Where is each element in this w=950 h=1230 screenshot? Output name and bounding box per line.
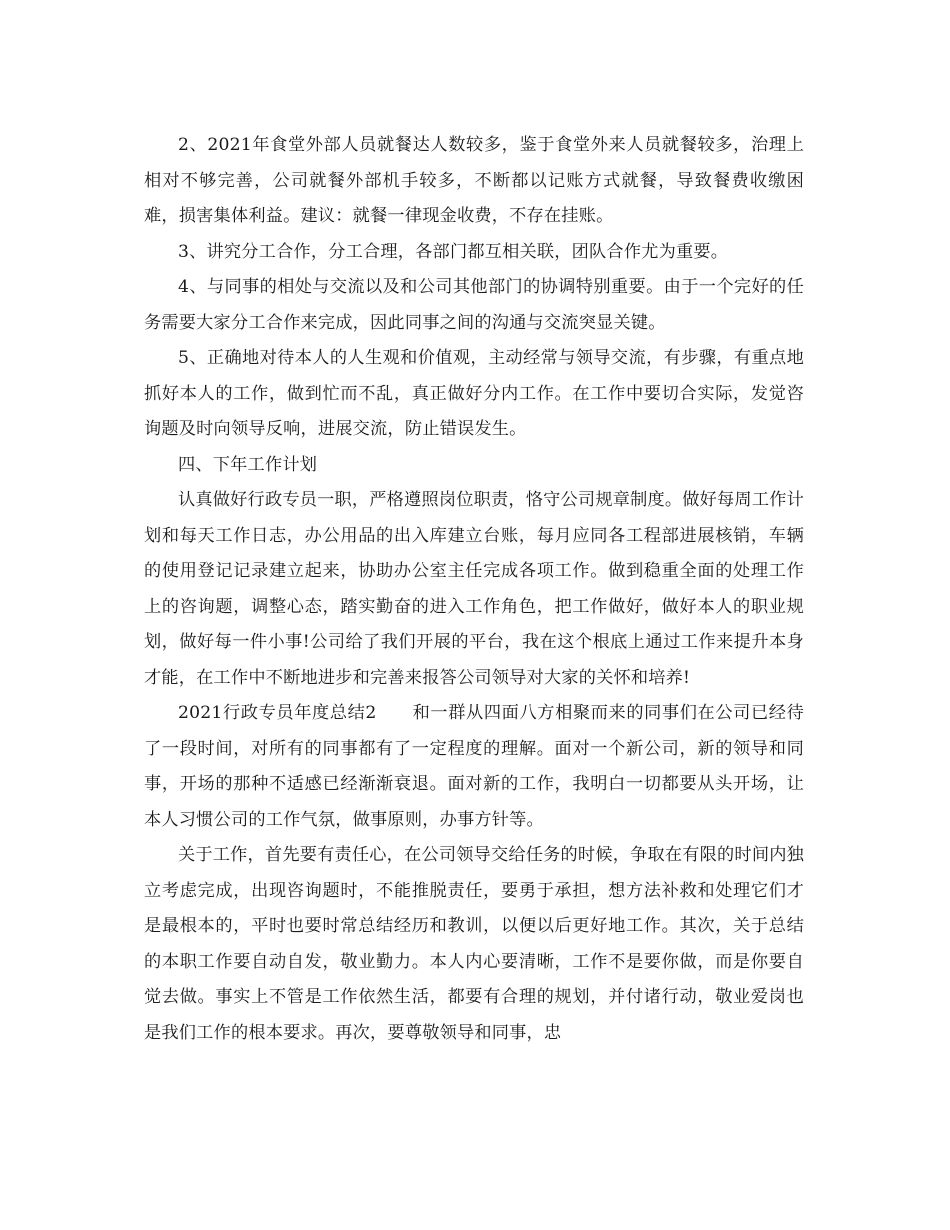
paragraph-responsibility: 关于工作，首先要有责任心，在公司领导交给任务的时候，争取在有限的时间内独立考虑完成，出现咨询题时，不能推脱责任，要勇于承担，想方法补救和处理它们才是最根本的，平时也要时常总结经历和教训，以便以后更好地工作。其次，关于总结的本职工作要自动自发，敬业勤力。本人内心要清晰，工作不是要你做，而是你要自觉去做。事实上不管是工作依然生活，都要有合理的规划，并付诸行动，敬业爱岗也是我们工作的根本要求。再次，要尊敬领导和同事，忠 xyxy=(144,845,804,1043)
document-body xyxy=(144,128,804,1051)
paragraph-communication: 4、与同事的相处与交流以及和公司其他部门的协调特别重要。由于一个完好的任务需要大家分工合作来完成，因此同事之间的沟通与交流突显关键。 xyxy=(144,277,804,333)
section-heading-next-year-plan: 四、下年工作计划 xyxy=(178,454,318,475)
paragraph-attitude: 5、正确地对待本人的人生观和价值观，主动经常与领导交流，有步骤，有重点地抓好本人的工作，做到忙而不乱，真正做好分内工作。在工作中要切合实际，发觉咨询题及时向领导反响，进展交流，防止错误发生。 xyxy=(144,348,804,439)
paragraph-teamwork: 3、讲究分工合作，分工合理，各部门都互相关联，团队合作尤为重要。 xyxy=(178,241,729,262)
paragraph-summary-2-intro: 2021行政专员年度总结2 和一群从四面八方相聚而来的同事们在公司已经待了一段时间，对所有的同事都有了一定程度的理解。面对一个新公司，新的领导和同事，开场的那种不适感已经渐渐衰退。面对新的工作，我明白一切都要从头开场，让本人习惯公司的工作气氛，做事原则，办事方针等。 xyxy=(144,703,804,830)
paragraph-canteen-issue: 2、2021年食堂外部人员就餐达人数较多，鉴于食堂外来人员就餐较多，治理上相对不够完善，公司就餐外部机手较多，不断都以记账方式就餐，导致餐费收缴困难，损害集体利益。建议：就餐一律现金收费，不存在挂账。 xyxy=(144,135,804,226)
paragraph-work-plan: 认真做好行政专员一职，严格遵照岗位职责，恪守公司规章制度。做好每周工作计划和每天工作日志，办公用品的出入库建立台账，每月应同各工程部进展核销，车辆的使用登记记录建立起来，协助办公室主任完成各项工作。做到稳重全面的处理工作上的咨询题，调整心态，踏实勤奋的进入工作角色，把工作做好，做好本人的职业规划，做好每一件小事!公司给了我们开展的平台，我在这个根底上通过工作来提升本身才能，在工作中不断地进步和完善来报答公司领导对大家的关怀和培养! xyxy=(144,490,804,688)
